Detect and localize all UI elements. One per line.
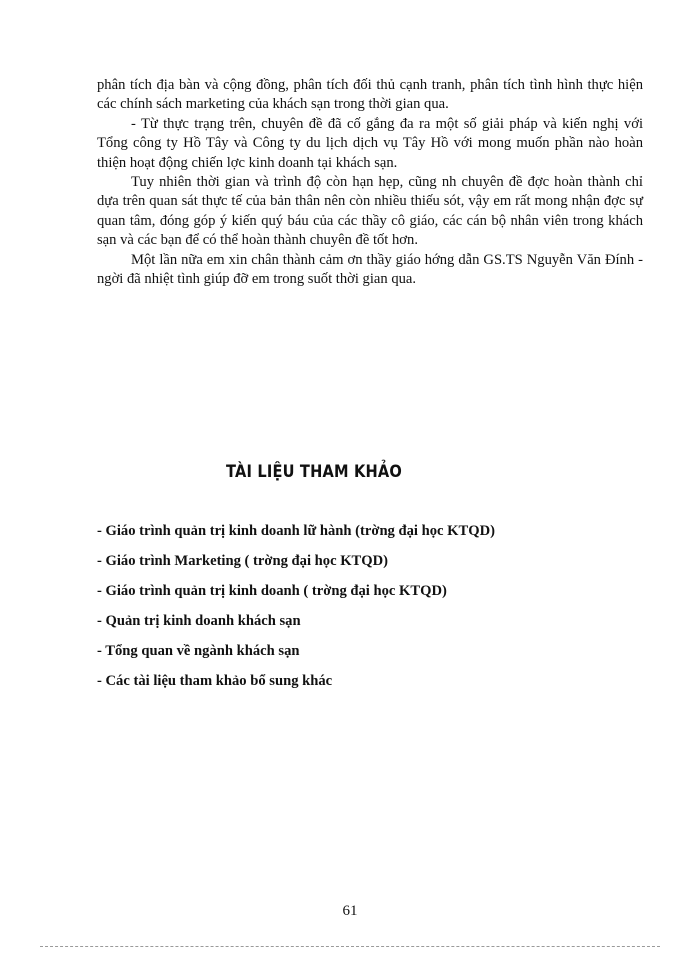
references-list (97, 521, 495, 701)
reference-item: - Tổng quan về ngành khách sạn (97, 643, 300, 659)
paragraph-solutions: - Từ thực trạng trên, chuyên đề đã cố gắng đa ra một số giải pháp và kiến nghị với Tổng công ty Hồ Tây và Công ty du lịch dịch vụ Tây Hồ với mong muốn phần nào hoàn thiện hoạt động chiến lợc kinh doanh tại khách sạn. (97, 115, 643, 171)
body-text (97, 76, 643, 289)
paragraph-limitations: Tuy nhiên thời gian và trình độ còn hạn hẹp, cũng nh chuyên đề đợc hoàn thành chỉ dựa trên quan sát thực tế của bản thân nên còn nhiều thiếu sót, vậy em rất mong nhận đợc sự quan tâm, đóng góp ý kiến quý báu của các thầy cô giáo, các cán bộ nhân viên trong khách sạn và các bạn để có thể hoàn thành chuyên đề tốt hơn. (97, 174, 643, 249)
reference-item: - Các tài liệu tham khảo bổ sung khác (97, 673, 333, 689)
references-heading: TÀI LIỆU THAM KHẢO (226, 462, 402, 482)
footer-divider (40, 946, 660, 947)
paragraph-acknowledgement: Một lần nữa em xin chân thành cảm ơn thầy giáo hớng dẫn GS.TS Nguyễn Văn Đính - ngời đã nhiệt tình giúp đỡ em trong suốt thời gian qua. (97, 251, 643, 288)
reference-item: - Giáo trình quản trị kinh doanh lữ hành (trờng đại học KTQD) (97, 523, 495, 539)
page-number: 61 (342, 903, 358, 919)
reference-item: - Quản trị kinh doanh khách sạn (97, 613, 301, 629)
paragraph-analysis-summary: phân tích địa bàn và cộng đồng, phân tích đối thủ cạnh tranh, phân tích tình hình thực hiện các chính sách marketing của khách sạn trong thời gian qua. (97, 77, 643, 113)
reference-item: - Giáo trình quản trị kinh doanh ( trờng đại học KTQD) (97, 583, 447, 599)
reference-item: - Giáo trình Marketing ( trờng đại học KTQD) (97, 553, 389, 569)
